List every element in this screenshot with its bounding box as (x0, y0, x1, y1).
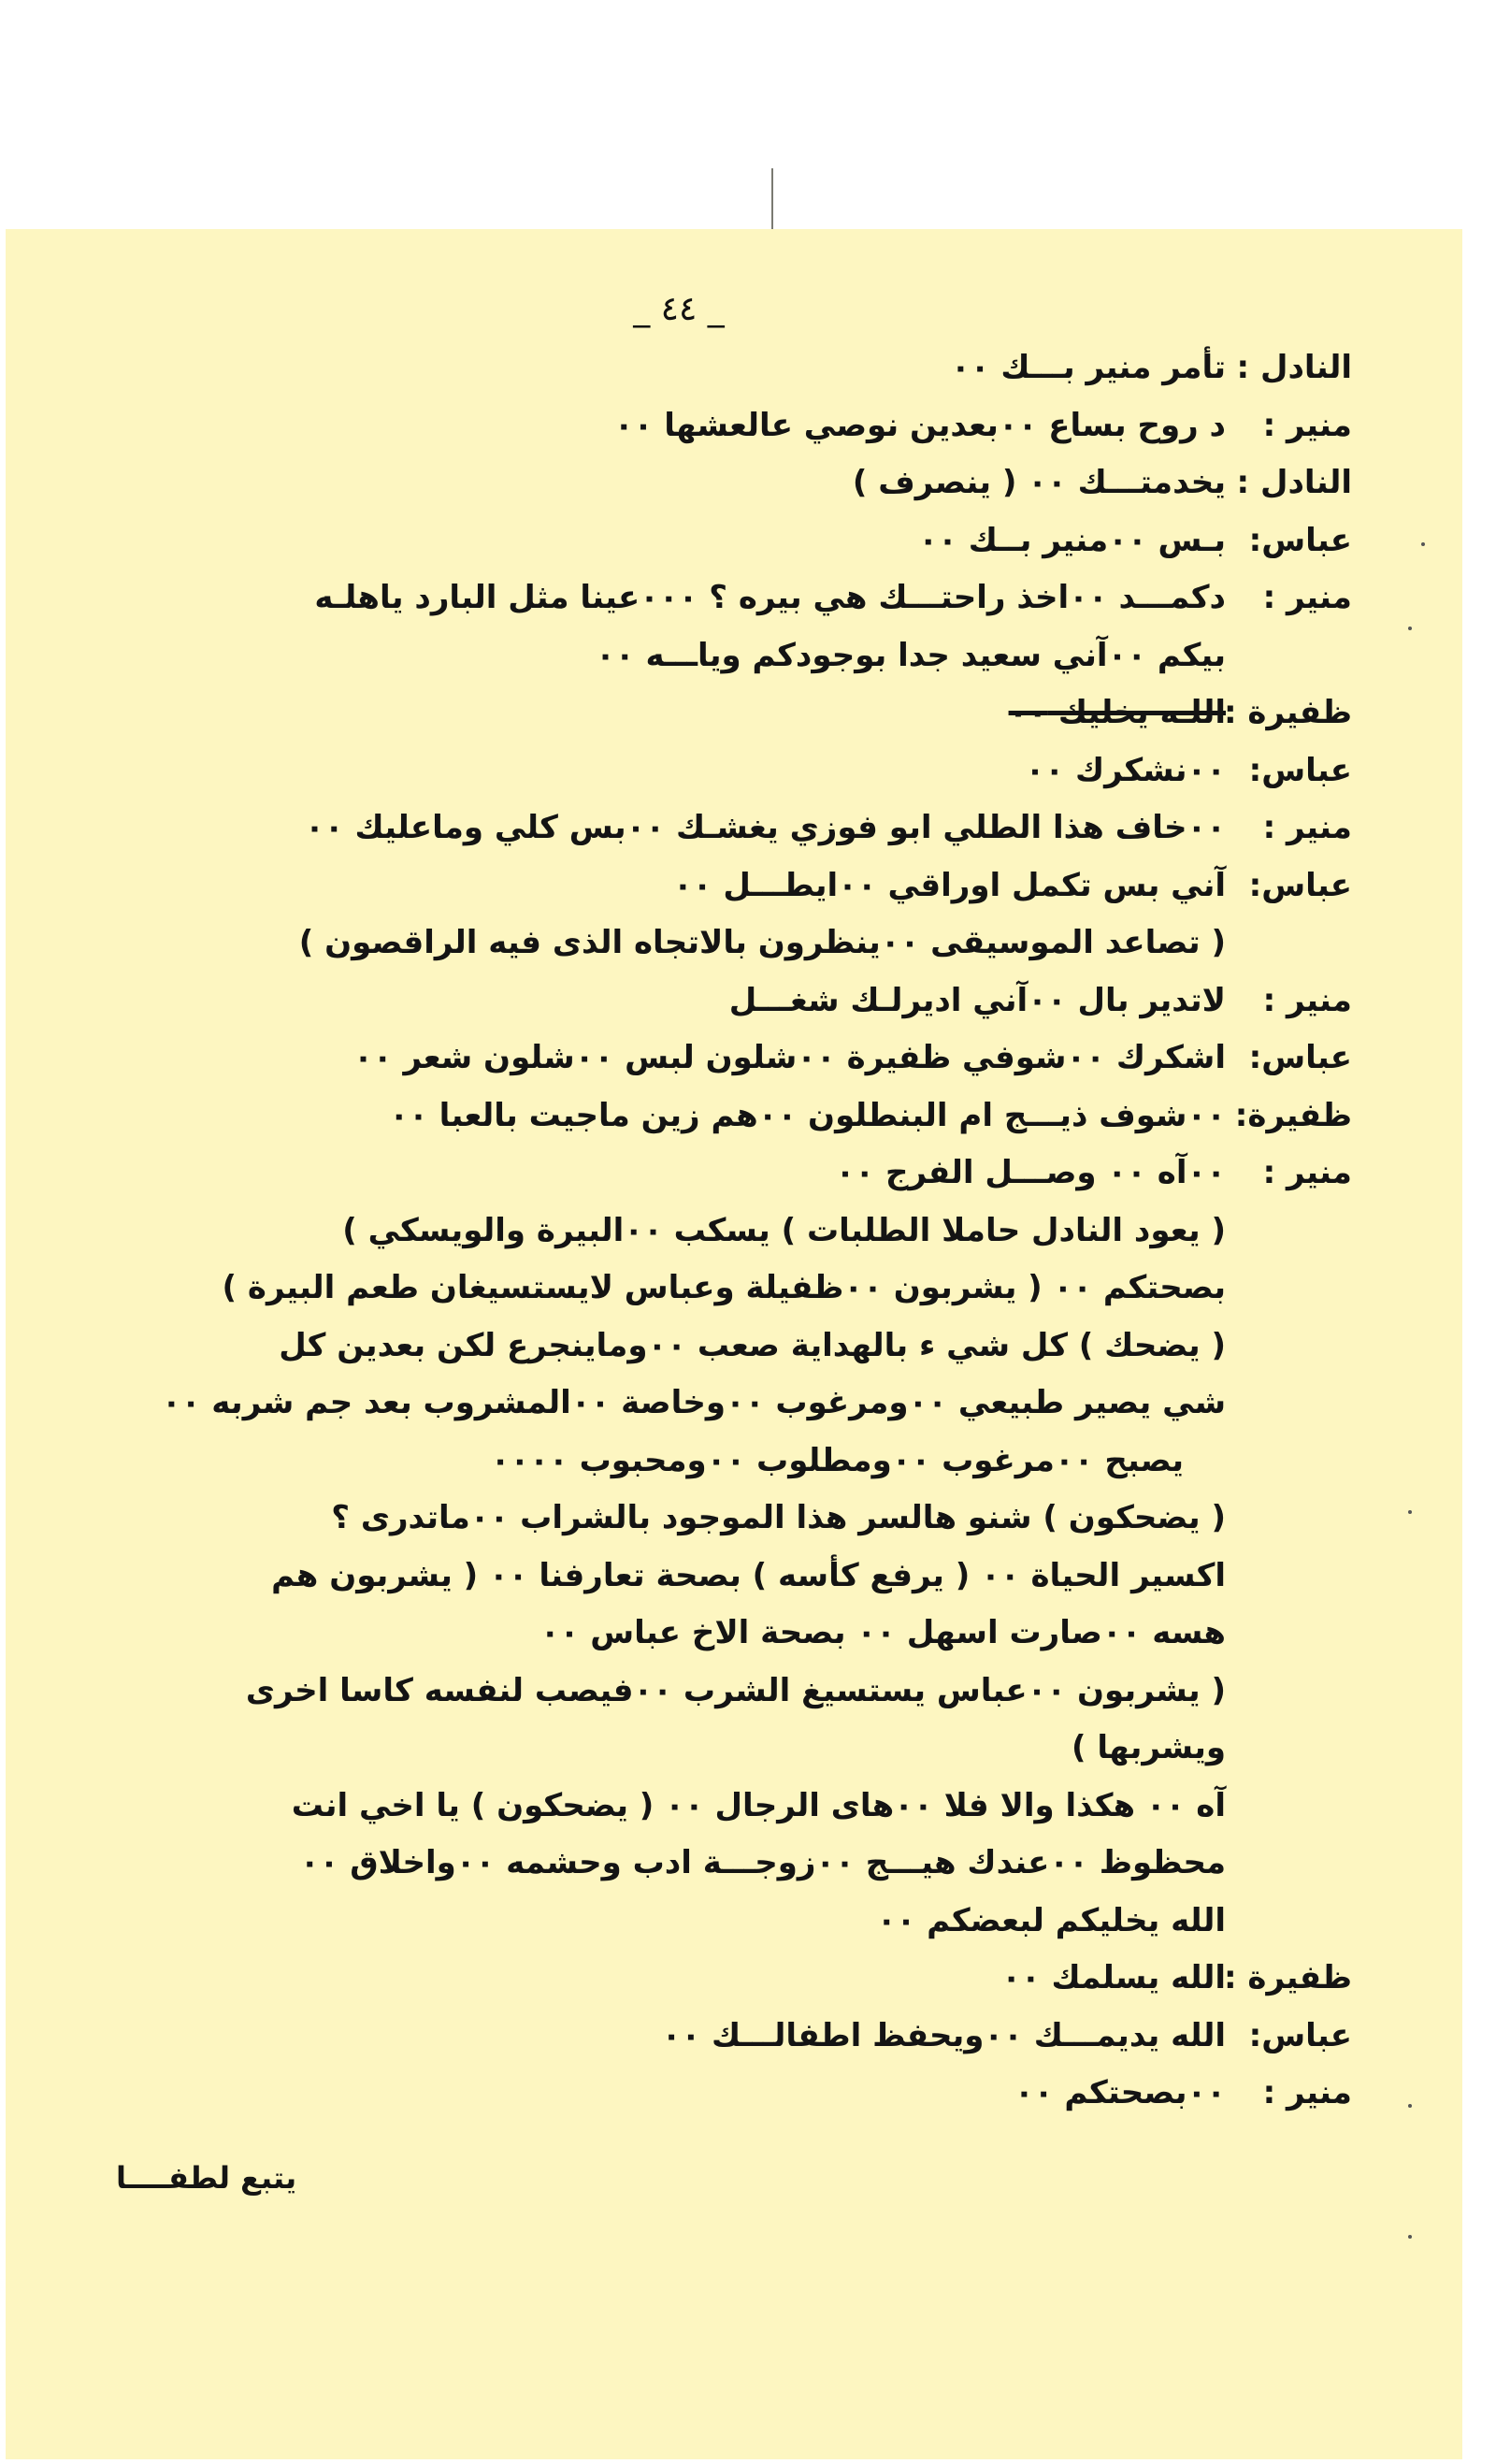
continued-note: يتبع لطفــــا (116, 2160, 297, 2196)
margin-dot (1408, 2235, 1412, 2239)
dialogue-line (6, 1663, 1352, 1721)
dialogue-line (6, 1835, 1352, 1893)
speaker-name: ظفيرة : (1223, 694, 1352, 731)
dialogue-text: ( يعود النادل حاملا الطلبات ) يسكب ٠٠البيرة والويسكي ) (342, 1211, 1226, 1249)
dialogue-text: بيكم ٠٠آني سعيد جدا بوجودكم وياـــه ٠٠ (596, 636, 1226, 674)
dialogue-text: ٠٠آه ٠٠ وصـــل الفرج ٠٠ (835, 1154, 1226, 1191)
speaker-name: عباس: (1248, 751, 1352, 789)
dialogue-line (6, 857, 1352, 915)
margin-dot (1408, 627, 1412, 630)
dialogue-line (6, 1088, 1352, 1146)
speaker-name: عباس: (1248, 2016, 1352, 2054)
dialogue-text: اشكرك ٠٠شوفي ظفيرة ٠٠شلون لبس ٠٠شلون شعر ٠٠ (353, 1039, 1226, 1076)
dialogue-line (6, 627, 1352, 685)
dialogue-text: الله يديمـــك ٠٠ويحفظ اطفالـــك ٠٠ (661, 2016, 1226, 2054)
dialogue-line (6, 2008, 1352, 2066)
dialogue-text: الله يسلمك ٠٠ (1001, 1959, 1226, 1996)
dialogue-line (6, 1030, 1352, 1088)
dialogue-line (6, 1260, 1352, 1318)
dialogue-text: محظوظ ٠٠عندك هيـــج ٠٠زوجـــة ادب وحشمه ٠٠واخلاق ٠٠ (299, 1844, 1226, 1881)
dialogue-text: ( تصاعد الموسيقى ٠٠ينظرون بالاتجاه الذى فيه الراقصون ) (298, 924, 1226, 961)
dialogue-text: يخدمتـــك ٠٠ ( ينصرف ) (852, 464, 1226, 501)
dialogue-line (6, 800, 1352, 857)
dialogue-line (6, 1375, 1352, 1433)
dialogue-line (6, 915, 1352, 973)
typewritten-page (6, 229, 1462, 2459)
dialogue-text: ٠٠خاف هذا الطلي ابو فوزي يغشـك ٠٠بس كلي وماعليك ٠٠ (305, 809, 1226, 846)
speaker-name: منير : (1262, 809, 1352, 846)
dialogue-text: آني بس تكمل اوراقي ٠٠ايطـــل ٠٠ (673, 866, 1226, 904)
dialogue-line (6, 1433, 1352, 1491)
speaker-name: عباس: (1248, 521, 1352, 559)
dialogue-line (6, 1318, 1352, 1376)
speaker-name: عباس: (1248, 866, 1352, 904)
dialogue-line (6, 2065, 1352, 2123)
dialogue-line (6, 454, 1352, 512)
dialogue-text: بـس ٠٠منير بــك ٠٠ (918, 521, 1226, 559)
speaker-name: منير : (1262, 406, 1352, 444)
dialogue-text: ٠٠شوف ذيـــج ام البنطلون ٠٠هم زين ماجيت بالعبا ٠٠ (389, 1096, 1226, 1134)
margin-dot (1421, 542, 1425, 546)
dialogue-line (6, 973, 1352, 1030)
dialogue-text: هسه ٠٠صارت اسهل ٠٠ بصحة الاخ عباس ٠٠ (539, 1614, 1226, 1651)
dialogue-text: آه ٠٠ هكذا والا فلا ٠٠هاى الرجال ٠٠ ( يضحكون ) يا اخي انت (291, 1786, 1226, 1824)
dialogue-text: ( يضحكون ) شنو هالسر هذا الموجود بالشراب ٠٠ماتدرى ؟ (331, 1499, 1226, 1536)
margin-dot (1408, 1510, 1412, 1514)
dialogue-line (6, 1950, 1352, 2008)
dialogue-text: ٠٠بصحتكم ٠٠ (1014, 2074, 1226, 2111)
speaker-name: منير : (1262, 1154, 1352, 1191)
dialogue-line (6, 1893, 1352, 1951)
dialogue-text: اكسير الحياة ٠٠ ( يرفع كأسه ) بصحة تعارفنا ٠٠ ( يشربون هم (271, 1556, 1226, 1594)
dialogue-line (6, 1145, 1352, 1203)
dialogue-text: دكمـــد ٠٠اخذ راحتـــك هي بيره ؟ ٠٠٠عينا مثل البارد ياهلـه (314, 579, 1226, 616)
speaker-name: ظفيرة: (1234, 1096, 1352, 1134)
dialogue-text: تأمر منير بـــك ٠٠ (950, 349, 1226, 386)
dialogue-line (6, 684, 1352, 742)
speaker-name: عباس: (1248, 1039, 1352, 1076)
dialogue-text: شي يصير طبيعي ٠٠ومرغوب ٠٠وخاصة ٠٠المشروب بعد جم شربه ٠٠ (161, 1384, 1226, 1421)
speaker-name: منير : (1262, 981, 1352, 1019)
speaker-name: منير : (1262, 579, 1352, 616)
speaker-name: منير : (1262, 2074, 1352, 2111)
dialogue-line (6, 1778, 1352, 1836)
dialogue-line (6, 569, 1352, 627)
dialogue-line (6, 397, 1352, 455)
page-number: _ ٤٤ _ (633, 290, 725, 328)
dialogue-line (6, 1490, 1352, 1548)
dialogue-line (6, 1605, 1352, 1663)
margin-dot (1408, 2104, 1412, 2108)
dialogue-line (6, 339, 1352, 397)
dialogue-text: اللـه يخليك ٠٠ (1008, 694, 1226, 731)
dialogue-text: يصبح ٠٠مرغوب ٠٠ومطلوب ٠٠ومحبوب ٠٠٠٠ (490, 1441, 1184, 1479)
dialogue-line (6, 1203, 1352, 1261)
dialogue-text: الله يخليكم لبعضكم ٠٠ (876, 1901, 1226, 1939)
dialogue-line (6, 1548, 1352, 1606)
dialogue-text: ٠٠نشكرك ٠٠ (1025, 751, 1226, 789)
speaker-name: ظفيرة : (1223, 1959, 1352, 1996)
script-body (6, 339, 1352, 2123)
dialogue-text: بصحتكم ٠٠ ( يشربون ٠٠ظفيلة وعباس لايستسيغان طعم البيرة ) (222, 1269, 1226, 1306)
dialogue-text: ( يضحك ) كل شي ء بالهداية صعب ٠٠وماينجرع لكن بعدين كل (279, 1326, 1226, 1364)
speaker-name: النادل : (1236, 349, 1352, 386)
dialogue-text: ويشربها ) (1071, 1729, 1226, 1766)
dialogue-line (6, 1720, 1352, 1778)
dialogue-text: ( يشربون ٠٠عباس يستسيغ الشرب ٠٠فيصب لنفسه كاسا اخرى (245, 1671, 1226, 1709)
dialogue-text: د روح بساع ٠٠بعدين نوصي عالعشها ٠٠ (613, 406, 1226, 444)
dialogue-line (6, 512, 1352, 570)
speaker-name: النادل : (1236, 464, 1352, 501)
dialogue-line (6, 742, 1352, 800)
dialogue-text: لاتدير بال ٠٠آني اديرلـك شغـــل (728, 981, 1226, 1019)
